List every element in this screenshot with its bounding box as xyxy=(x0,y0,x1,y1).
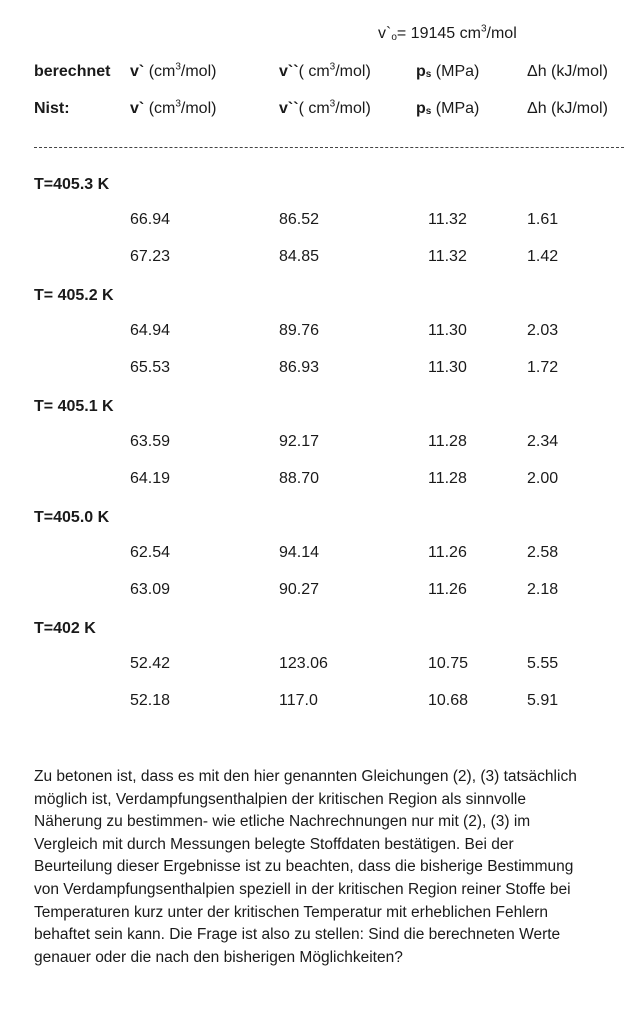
cell-v1: 52.42 xyxy=(130,655,171,672)
cell-v2: 90.27 xyxy=(279,581,320,598)
cell-v2: 88.70 xyxy=(279,470,320,487)
cell-ps: 11.30 xyxy=(428,322,467,339)
paragraph-line: möglich ist, Verdampfungsenthalpien der kritischen Region als sinnvolle xyxy=(34,790,526,808)
cell-v1: 66.94 xyxy=(130,211,171,228)
cell-v1: 64.94 xyxy=(130,322,171,339)
row-label-nist: Nist: xyxy=(34,100,70,117)
cell-dh: 2.58 xyxy=(527,544,559,561)
cell-dh: 1.72 xyxy=(527,359,559,376)
cell-ps: 11.30 xyxy=(428,359,467,376)
cell-ps: 11.32 xyxy=(428,211,467,228)
cell-v2: 89.76 xyxy=(279,322,320,339)
temperature-label: T=402 K xyxy=(34,620,96,637)
vo-subscript: o xyxy=(391,32,397,43)
vo-value: = 19145 cm xyxy=(396,25,481,42)
paragraph-line: von Verdampfungsenthalpien speziell in der kritischen Region reiner Stoffe bei xyxy=(34,880,571,898)
paragraph-line: behaftet sein kann. Die Frage ist also zu stellen: Sind die berechneten Werte xyxy=(34,926,561,944)
cell-ps: 11.26 xyxy=(428,581,467,598)
vo-symbol: v` xyxy=(378,25,392,42)
paragraph-line: Näherung zu bestimmen- wie etliche Nachrechnungen nur mit (2), (3) im xyxy=(34,813,531,831)
body-paragraph xyxy=(34,766,643,969)
paragraph-line: Vergleich mit durch Messungen belegte Stoffdaten bestätigen. Bei der xyxy=(34,835,514,853)
cell-ps: 10.68 xyxy=(428,692,469,709)
row-label-calculated: berechnet xyxy=(34,63,111,80)
vo-exponent: 3 xyxy=(480,23,487,35)
cell-v2: 84.85 xyxy=(279,248,320,265)
cell-dh: 1.42 xyxy=(527,248,559,265)
cell-v2: 117.0 xyxy=(279,692,318,709)
vo-header xyxy=(378,24,517,48)
cell-dh: 2.03 xyxy=(527,322,559,339)
cell-ps: 10.75 xyxy=(428,655,469,672)
cell-dh: 1.61 xyxy=(527,211,559,228)
temperature-label: T= 405.1 K xyxy=(34,398,114,415)
temperature-label: T=405.3 K xyxy=(34,176,110,193)
cell-v1: 64.19 xyxy=(130,470,171,487)
cell-v2: 94.14 xyxy=(279,544,320,561)
cell-dh: 2.18 xyxy=(527,581,559,598)
cell-v1: 63.59 xyxy=(130,433,171,450)
col-header-ps: ps (MPa) xyxy=(416,63,480,80)
cell-ps: 11.32 xyxy=(428,248,467,265)
paragraph-line: Beurteilung dieser Ergebnisse ist zu beachten, dass die bisherige Bestimmung xyxy=(34,858,574,876)
cell-ps: 11.28 xyxy=(428,470,467,487)
cell-dh: 5.55 xyxy=(527,655,559,672)
col-header-v1: v` $(cm^3/mol)$ xyxy=(130,98,217,117)
col-header-v2: v``( $cm^3/mol$) xyxy=(279,61,371,80)
col-header-v1: v` $(cm^3/mol)$ xyxy=(130,61,217,80)
col-header-dh: Δh (kJ/mol) xyxy=(527,63,608,80)
cell-v1: 52.18 xyxy=(130,692,171,709)
cell-v1: 65.53 xyxy=(130,359,171,376)
temperature-label: T=405.0 K xyxy=(34,509,110,526)
vo-unit: /mol xyxy=(486,25,517,42)
cell-dh: 2.00 xyxy=(527,470,559,487)
cell-v2: 86.52 xyxy=(279,211,320,228)
paragraph-line: Zu betonen ist, dass es mit den hier genannten Gleichungen (2), (3) tatsächlich xyxy=(34,768,577,785)
paragraph-line: genauer oder die nach den bisherigen Möglichkeiten? xyxy=(34,948,403,966)
cell-v2: 92.17 xyxy=(279,433,320,450)
cell-ps: 11.26 xyxy=(428,544,467,561)
col-header-ps: ps (MPa) xyxy=(416,100,480,117)
col-header-dh: Δh (kJ/mol) xyxy=(527,100,608,117)
temperature-label: T= 405.2 K xyxy=(34,287,114,304)
cell-v1: 62.54 xyxy=(130,544,171,561)
cell-dh: 2.34 xyxy=(527,433,559,450)
paragraph-line: Temperaturen kurz unter der kritischen Temperatur mit erheblichen Fehlern xyxy=(34,903,549,921)
cell-v1: 63.09 xyxy=(130,581,171,598)
cell-v1: 67.23 xyxy=(130,248,171,265)
cell-dh: 5.91 xyxy=(527,692,559,709)
cell-ps: 11.28 xyxy=(428,433,467,450)
dashed-divider xyxy=(34,147,624,148)
col-header-v2: v``( $cm^3/mol$) xyxy=(279,98,371,117)
cell-v2: 86.93 xyxy=(279,359,320,376)
cell-v2: 123.06 xyxy=(279,655,328,672)
